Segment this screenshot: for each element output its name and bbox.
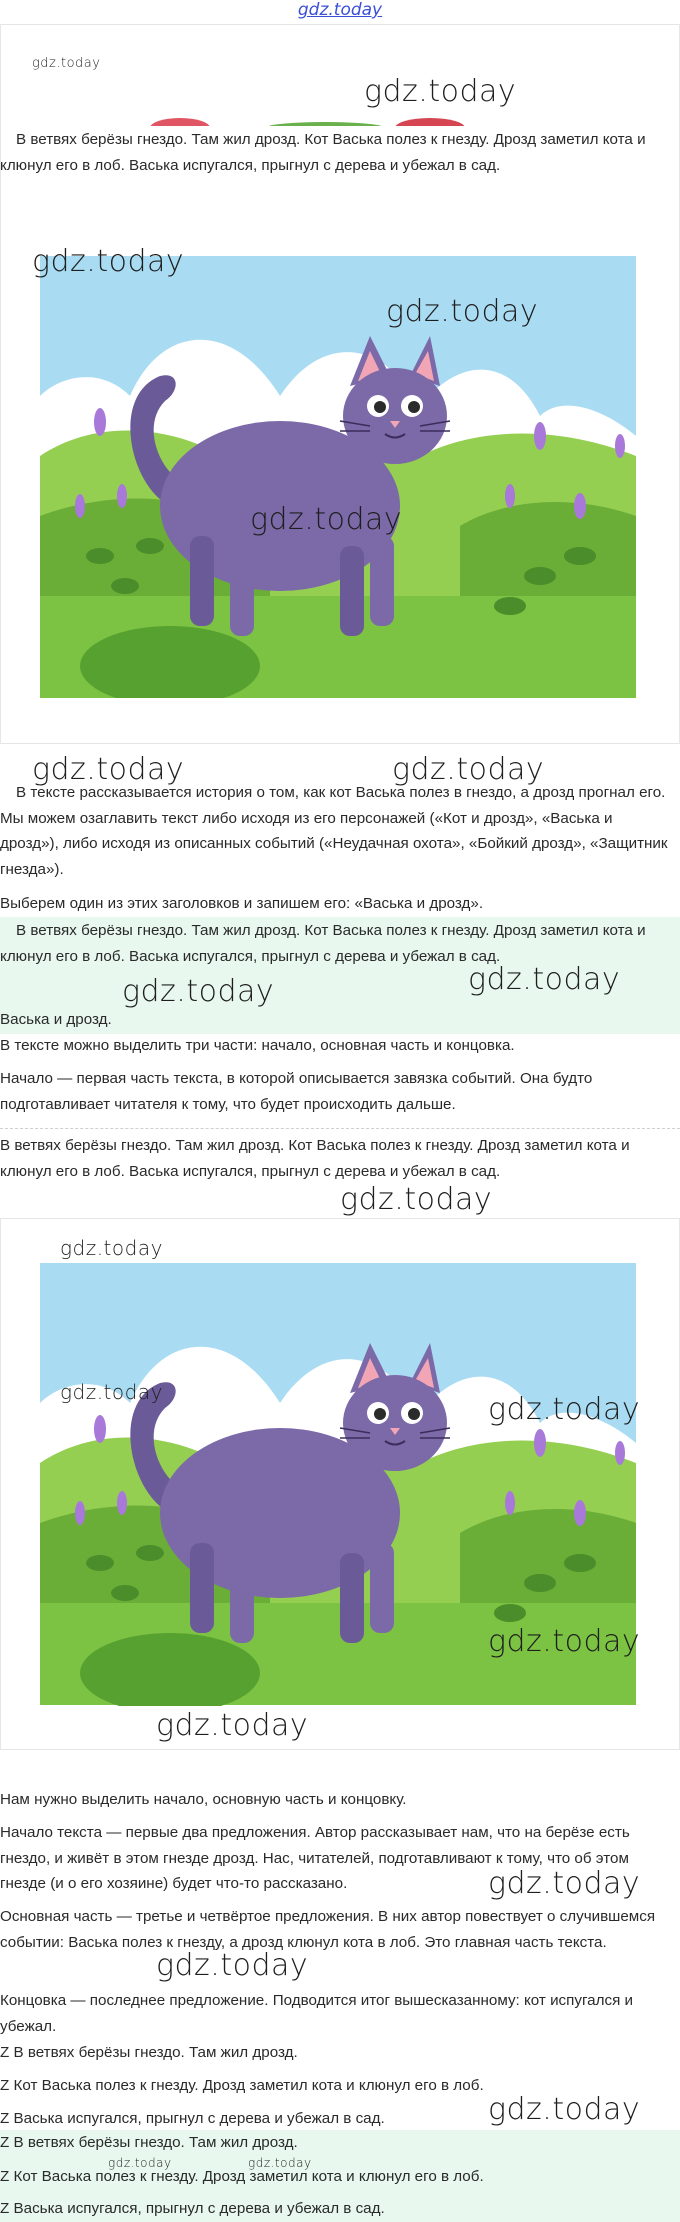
- divider: [0, 1128, 680, 1129]
- analysis-paragraph: В тексте можно выделить три части: начало, основная часть и концовка.: [0, 1037, 515, 1054]
- watermark: gdz.today: [468, 962, 621, 997]
- parts-paragraph: Основная часть — третье и четвёртое предложения. В них автор повествует о случившемся событии: Васька полез к гнезду, а дрозд клюнул кота в лоб. Это главная часть текста.: [0, 1908, 656, 1951]
- answer-line: Z Васька испугался, прыгнул с дерева и убежал в сад.: [0, 2200, 385, 2217]
- watermark: gdz.today: [488, 1392, 641, 1427]
- answer-text: В ветвях берёзы гнездо. Там жил дрозд. Кот Васька полез к гнезду. Дрозд заметил кота и клюнул его в лоб. Васька испугался, прыгнул с дерева и убежал в сад.: [0, 922, 646, 965]
- watermark: gdz.today: [156, 1708, 309, 1743]
- parts-paragraph: Концовка — последнее предложение. Подводится итог вышесказанному: кот испугался и убежал.: [0, 1992, 634, 2035]
- story-paragraph: В ветвях берёзы гнездо. Там жил дрозд. Кот Васька полез к гнезду. Дрозд заметил кота и клюнул его в лоб. Васька испугался, прыгнул с дерева и убежал в сад.: [0, 1137, 630, 1180]
- site-logo-text[interactable]: gdz.today: [297, 0, 383, 20]
- analysis-paragraph: Начало — первая часть текста, в которой описывается завязка событий. Она будто подготавливает читателя к тому, что будет происходить дальше.: [0, 1070, 593, 1113]
- answer-title: Васька и дрозд.: [0, 1011, 112, 1028]
- parts-line: Z Васька испугался, прыгнул с дерева и убежал в сад.: [0, 2110, 385, 2127]
- watermark: gdz.today: [248, 2156, 312, 2170]
- parts-line: Z Кот Васька полез к гнезду. Дрозд заметил кота и клюнул его в лоб.: [0, 2077, 484, 2094]
- watermark: gdz.today: [488, 1866, 641, 1901]
- decorative-arcs: [140, 112, 480, 126]
- watermark: gdz.today: [156, 1948, 309, 1983]
- parts-paragraph: Нам нужно выделить начало, основную часть и концовку.: [0, 1791, 407, 1808]
- story-paragraph: В ветвях берёзы гнездо. Там жил дрозд. Кот Васька полез к гнезду. Дрозд заметил кота и клюнул его в лоб. Васька испугался, прыгнул с дерева и убежал в сад.: [0, 131, 646, 174]
- watermark: gdz.today: [250, 502, 403, 537]
- watermark: gdz.today: [122, 974, 275, 1009]
- watermark: gdz.today: [386, 294, 539, 329]
- watermark: gdz.today: [488, 2092, 641, 2127]
- watermark: gdz.today: [392, 752, 545, 787]
- illustration-cat: [40, 256, 636, 698]
- watermark: gdz.today: [364, 74, 517, 109]
- watermark: gdz.today: [340, 1182, 493, 1217]
- watermark: gdz.today: [60, 1380, 163, 1404]
- parts-paragraph: Начало текста — первые два предложения. Автор рассказывает нам, что на берёзе есть гнездо, и живёт в этом гнезде дрозд. Нас, читателей, подготавливают к тому, что об этом гнезде (и о его хозяине) будет что-то рассказано.: [0, 1824, 630, 1892]
- analysis-paragraph: В тексте рассказывается история о том, как кот Васька полез в гнездо, а дрозд прогнал его. Мы можем озаглавить текст либо исходя из его персонажей («Кот и дрозд», «Васька и дрозд»), либо исходя из описанных событий («Неудачная охота», «Бойкий дрозд», «Защитник гнезда»).: [0, 784, 668, 878]
- watermark: gdz.today: [108, 2156, 172, 2170]
- site-logo[interactable]: [0, 0, 680, 20]
- watermark: gdz.today: [488, 1624, 641, 1659]
- parts-line: Z В ветвях берёзы гнездо. Там жил дрозд.: [0, 2044, 298, 2061]
- analysis-paragraph: Выберем один из этих заголовков и запишем его: «Васька и дрозд».: [0, 895, 484, 912]
- watermark: gdz.today: [60, 1236, 163, 1260]
- answer-line: Z Кот Васька полез к гнезду. Дрозд заметил кота и клюнул его в лоб.: [0, 2168, 484, 2185]
- watermark: gdz.today: [32, 56, 101, 71]
- watermark: gdz.today: [32, 752, 185, 787]
- watermark: gdz.today: [32, 244, 185, 279]
- answer-line: Z В ветвях берёзы гнездо. Там жил дрозд.: [0, 2134, 298, 2151]
